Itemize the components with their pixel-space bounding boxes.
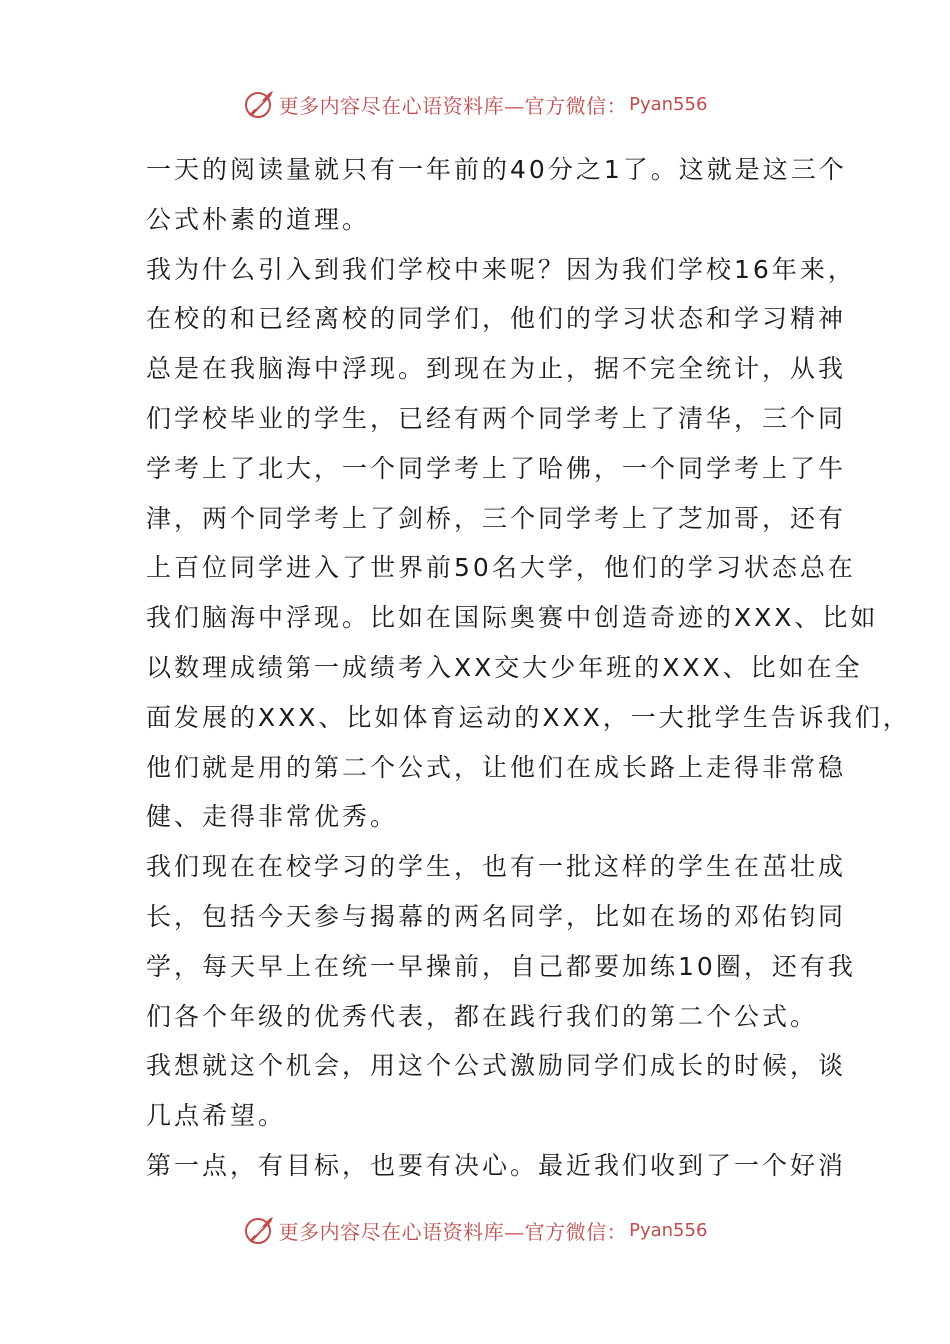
footer-banner	[0, 1212, 950, 1248]
text-line: 我想就这个机会，用这个公式激励同学们成长的时候，谈	[146, 1051, 847, 1081]
text-line: 以数理成绩第一成绩考入XX交大少年班的XXX、比如在全	[146, 652, 863, 682]
document-body	[146, 145, 911, 1191]
text-line: 我们现在在校学习的学生，也有一批这样的学生在茁壮成	[146, 852, 847, 882]
text-line: 我为什么引入到我们学校中来呢？因为我们学校16年来，	[146, 254, 856, 284]
text-line: 公式朴素的道理。	[146, 204, 371, 234]
text-line: 几点希望。	[146, 1101, 287, 1131]
text-line: 他们就是用的第二个公式，让他们在成长路上走得非常稳	[146, 752, 847, 782]
wechat-id: Pyan556	[629, 1219, 708, 1241]
text-line: 我们脑海中浮现。比如在国际奥赛中创造奇迹的XXX、比如	[146, 603, 879, 633]
text-line: 面发展的XXX、比如体育运动的XXX，一大批学生告诉我们，	[146, 702, 911, 732]
banner-text: 更多内容尽在心语资料库—官方微信：	[278, 1219, 628, 1244]
header-banner	[0, 86, 950, 122]
quill-logo-icon	[243, 1213, 277, 1247]
wechat-id: Pyan556	[629, 93, 708, 115]
text-line: 在校的和已经离校的同学们，他们的学习状态和学习精神	[146, 304, 847, 334]
text-line: 总是在我脑海中浮现。到现在为止，据不完全统计，从我	[146, 354, 847, 384]
text-line: 们各个年级的优秀代表，都在践行我们的第二个公式。	[146, 1001, 819, 1031]
text-line: 学，每天早上在统一早操前，自己都要加练10圈，还有我	[146, 951, 856, 981]
text-line: 一天的阅读量就只有一年前的40分之1了。这就是这三个	[146, 155, 847, 184]
text-line: 健、走得非常优秀。	[146, 802, 399, 832]
banner-text: 更多内容尽在心语资料库—官方微信：	[278, 93, 628, 118]
text-line: 津，两个同学考上了剑桥，三个同学考上了芝加哥，还有	[146, 503, 847, 533]
text-line: 长，包括今天参与揭幕的两名同学，比如在场的邓佑钧同	[146, 901, 847, 931]
text-line: 们学校毕业的学生，已经有两个同学考上了清华，三个同	[146, 403, 847, 433]
quill-logo-icon	[243, 87, 277, 121]
text-line: 上百位同学进入了世界前50名大学，他们的学习状态总在	[146, 553, 856, 583]
text-line: 第一点，有目标，也要有决心。最近我们收到了一个好消	[146, 1150, 847, 1180]
text-line: 学考上了北大，一个同学考上了哈佛，一个同学考上了牛	[146, 453, 847, 483]
